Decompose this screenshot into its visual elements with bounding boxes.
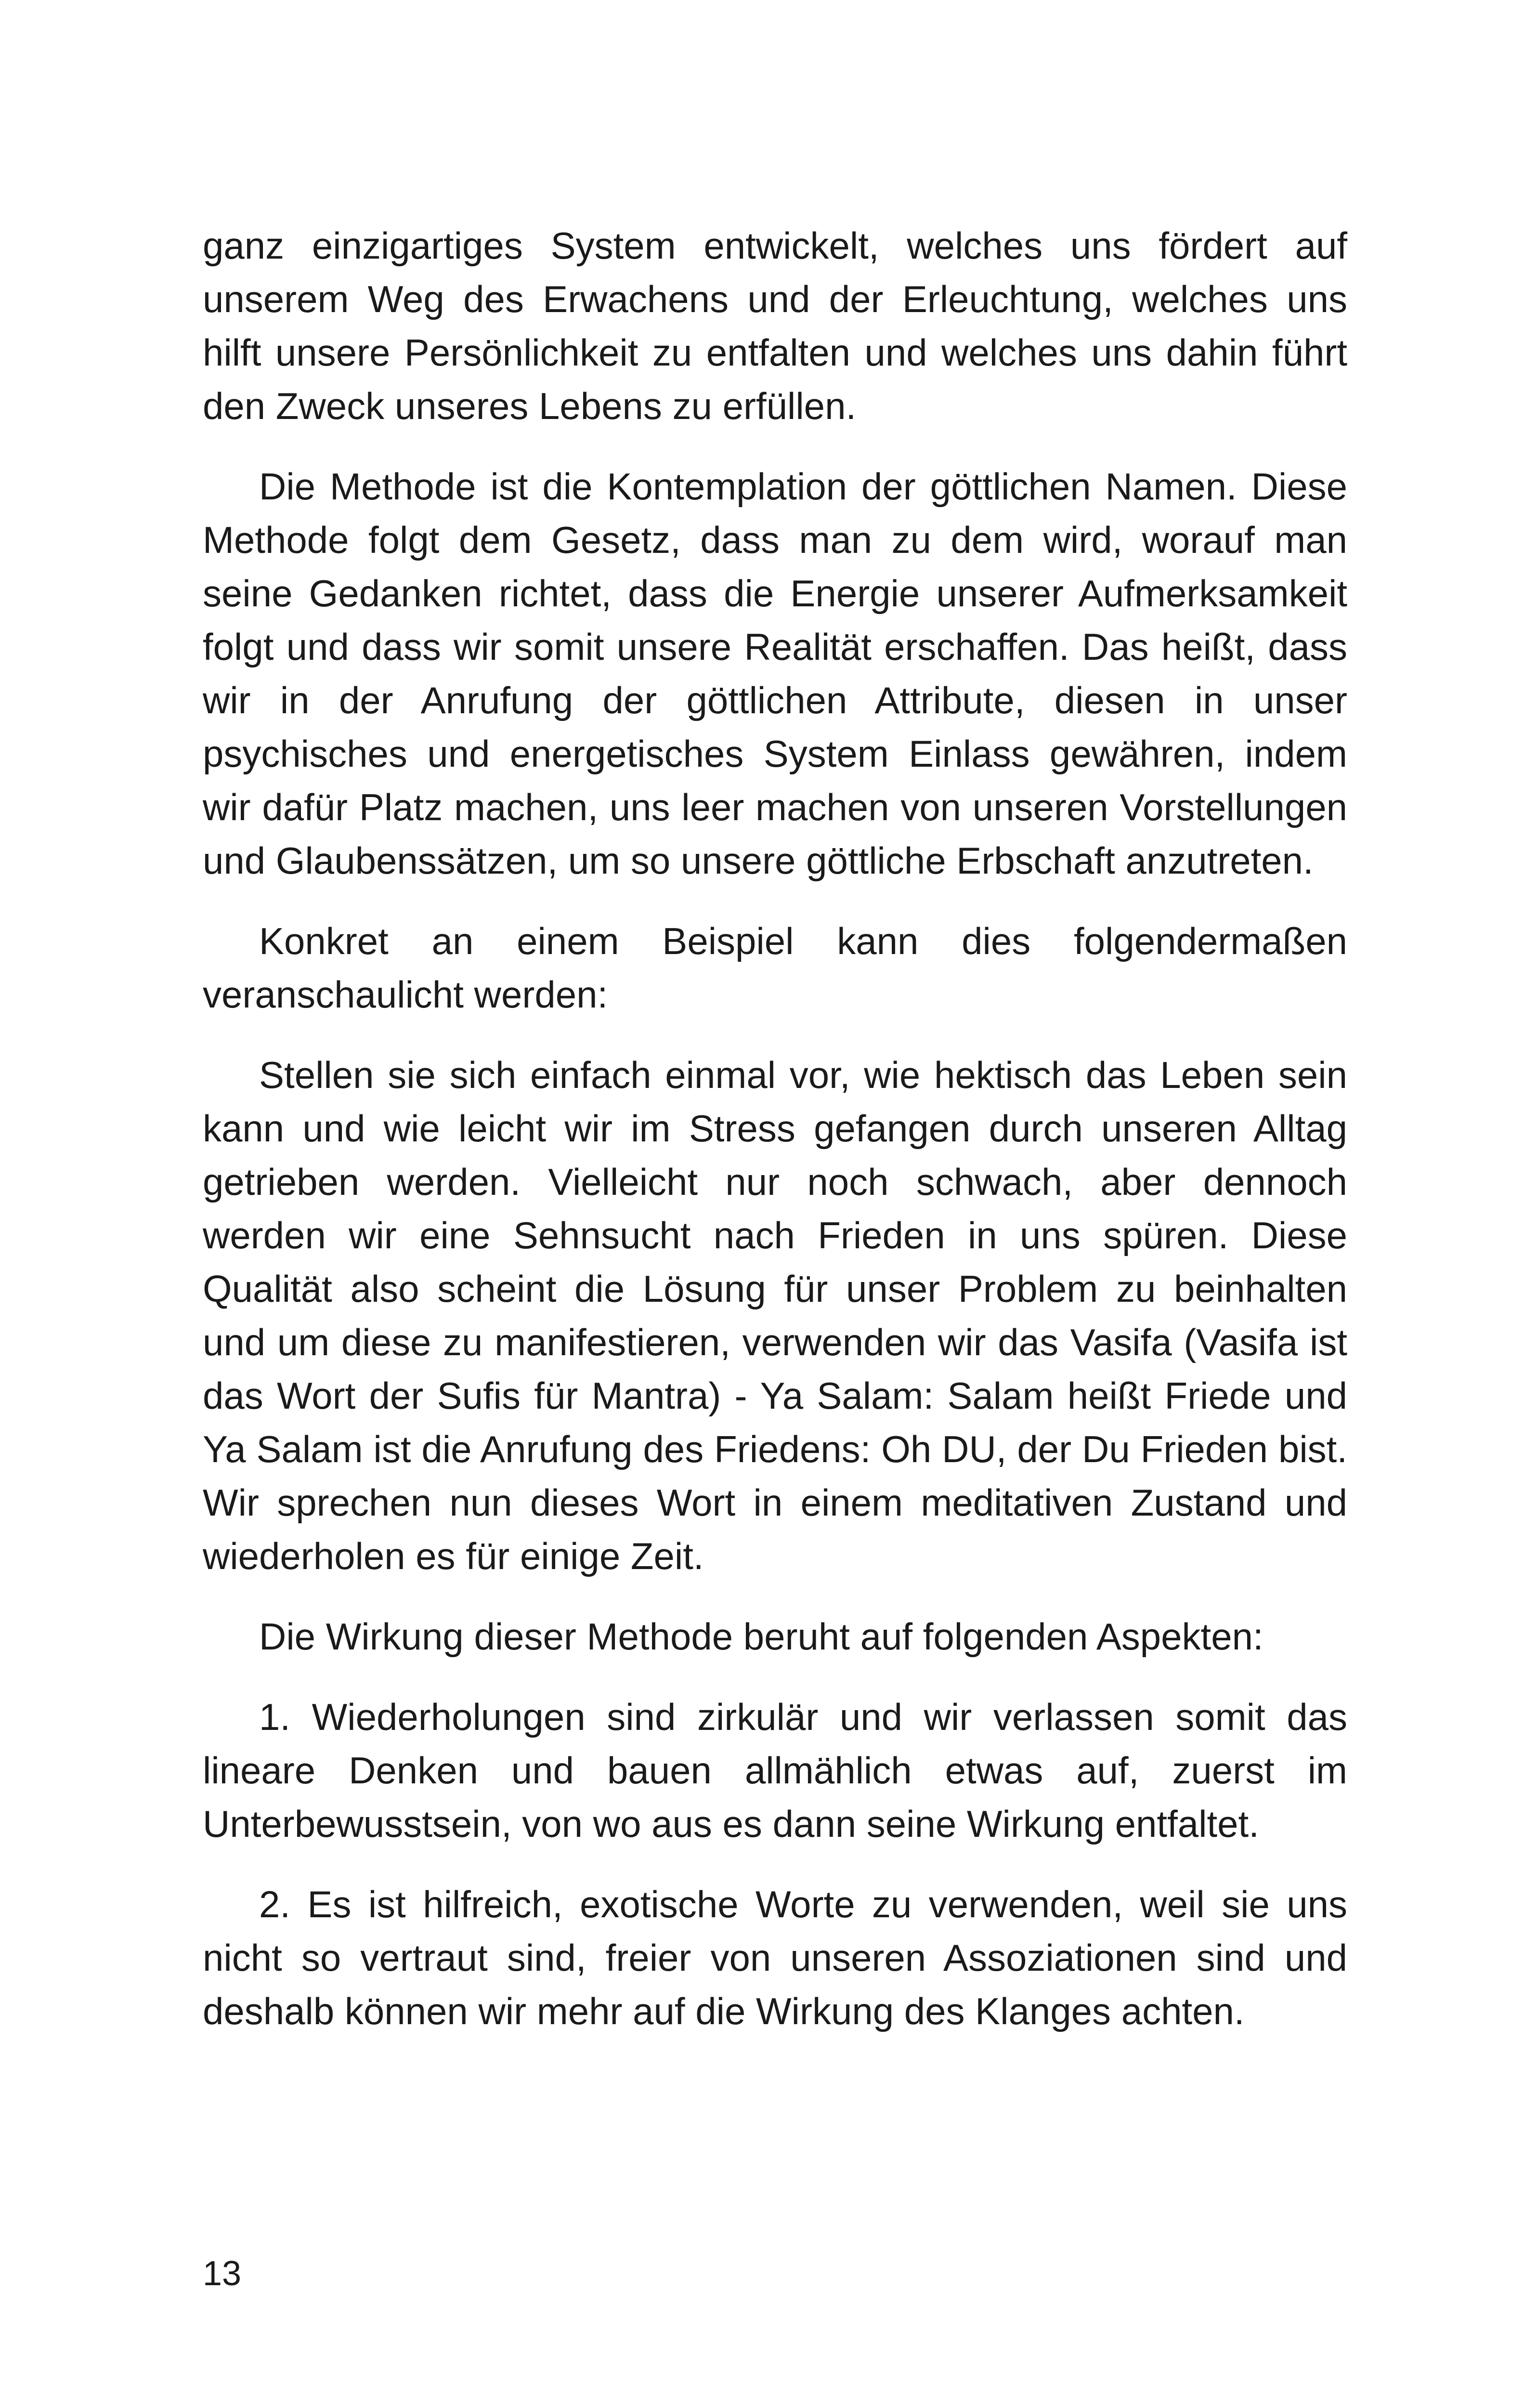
paragraph-effects-intro: Die Wirkung dieser Methode beruht auf folgenden Aspekten: [259,1615,1263,1658]
list-item-1: 1. Wiederholungen sind zirkulär und wir verlassen somit das lineare Denken und bauen allmählich etwas auf, zuerst im Unterbewusstsein, von wo aus es dann seine Wirkung entfaltet. [203,1696,1347,1845]
list-item-2: 2. Es ist hilfreich, exotische Worte zu verwenden, weil sie uns nicht so vertraut sind, freier von unseren Assoziationen sind und deshalb können wir mehr auf die Wirkung des Klanges achten. [203,1883,1347,2032]
page-number: 13 [203,2254,242,2293]
paragraph-continuation: ganz einzigartiges System entwickelt, welches uns fördert auf unserem Weg des Erwachens und der Erleuchtung, welches uns hilft unsere Persönlichkeit zu entfalten und welches uns dahin führt den Zweck unseres Lebens zu erfüllen. [203,224,1347,427]
paragraph-example-intro: Konkret an einem Beispiel kann dies folgendermaßen veranschaulicht werden: [203,920,1347,1016]
paragraph-example: Stellen sie sich einfach einmal vor, wie hektisch das Leben sein kann und wie leicht wir im Stress gefangen durch unseren Alltag getrieben werden. Vielleicht nur noch schwach, aber dennoch werden wir eine Sehnsucht nach Frieden in uns spüren. Diese Qualität also scheint die Lösung für unser Problem zu beinhalten und um diese zu manifestieren, verwenden wir das Vasifa (Vasifa ist das Wort der Sufis für Mantra) - Ya Salam: Salam heißt Friede und Ya Salam ist die Anrufung des Friedens: Oh DU, der Du Frieden bist. Wir sprechen nun dieses Wort in einem meditativen Zustand und wiederholen es für einige Zeit. [203,1054,1347,1577]
body-text [203,219,1347,2065]
paragraph-method: Die Methode ist die Kontemplation der göttlichen Namen. Diese Methode folgt dem Gesetz, dass man zu dem wird, worauf man seine Gedanken richtet, dass die Energie unserer Aufmerksamkeit folgt und dass wir somit unsere Realität erschaffen. Das heißt, dass wir in der Anrufung der göttlichen Attribute, diesen in unser psychisches und energetisches System Einlass gewähren, indem wir dafür Platz machen, uns leer machen von unseren Vorstellungen und Glaubenssätzen, um so unsere göttliche Erbschaft anzutreten. [203,465,1347,882]
